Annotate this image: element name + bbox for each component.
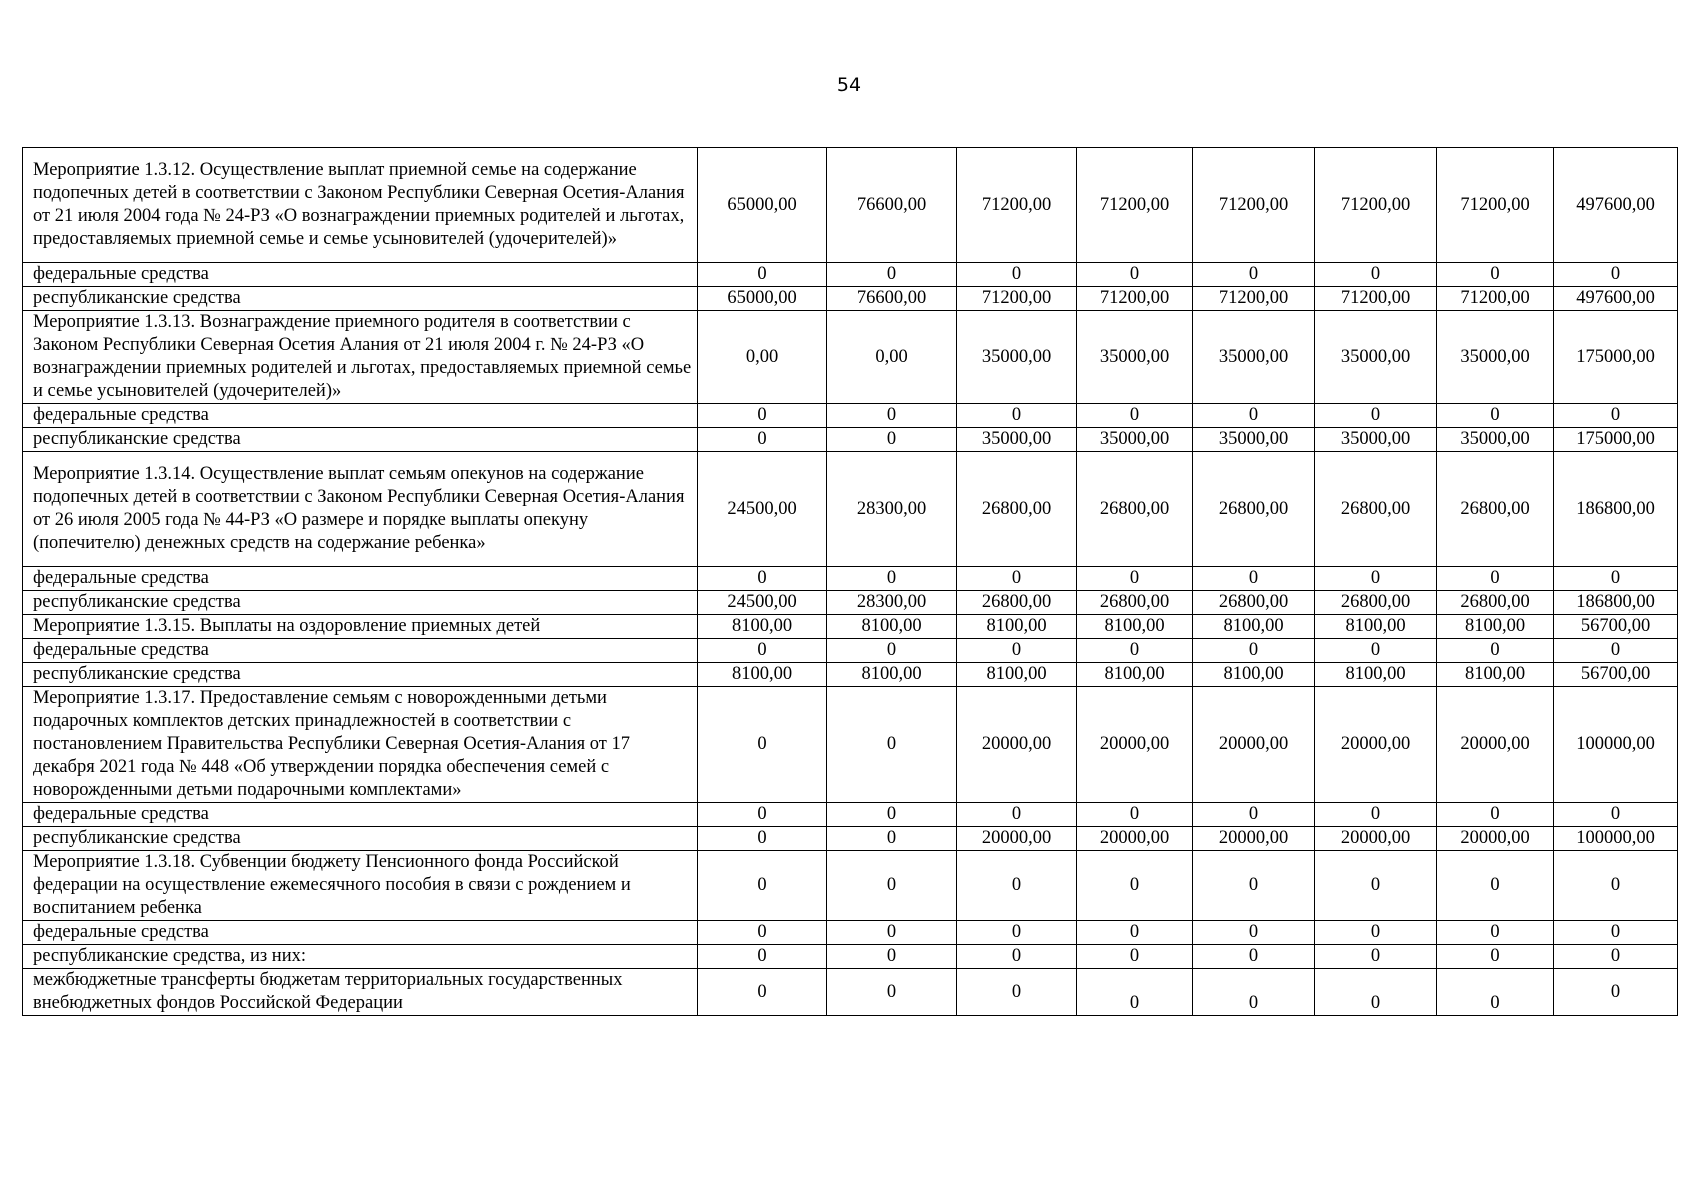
value-cell: 20000,00 xyxy=(957,687,1077,803)
value-cell: 0 xyxy=(1077,639,1193,663)
value-cell: 71200,00 xyxy=(1315,148,1437,263)
table-row xyxy=(23,615,1678,639)
value-cell: 0 xyxy=(957,803,1077,827)
table-row xyxy=(23,851,1678,921)
row-label: федеральные средства xyxy=(23,921,698,945)
value-cell: 71200,00 xyxy=(957,148,1077,263)
table-row xyxy=(23,263,1678,287)
value-cell: 76600,00 xyxy=(827,148,957,263)
value-cell: 100000,00 xyxy=(1554,827,1678,851)
row-label: Мероприятие 1.3.15. Выплаты на оздоровление приемных детей xyxy=(23,615,698,639)
value-cell: 35000,00 xyxy=(1315,311,1437,404)
value-cell: 0 xyxy=(957,404,1077,428)
value-cell: 0 xyxy=(957,639,1077,663)
value-cell: 20000,00 xyxy=(1315,687,1437,803)
value-cell: 71200,00 xyxy=(1437,148,1554,263)
row-label: федеральные средства xyxy=(23,263,698,287)
value-cell: 35000,00 xyxy=(1193,428,1315,452)
value-cell: 0 xyxy=(1315,921,1437,945)
row-label: Мероприятие 1.3.13. Вознаграждение приемного родителя в соответствии с Законом Республики Северная Осетия Алания от 21 июля 2004 г. № 24-РЗ «О вознаграждении приемных родителей и льготах, предоставляемых приемной семье и семье усыновителей (удочерителей)» xyxy=(23,311,698,404)
value-cell: 175000,00 xyxy=(1554,428,1678,452)
value-cell: 0 xyxy=(698,921,827,945)
value-cell: 0,00 xyxy=(827,311,957,404)
value-cell: 71200,00 xyxy=(1437,287,1554,311)
value-cell: 8100,00 xyxy=(827,615,957,639)
table-row xyxy=(23,404,1678,428)
value-cell: 35000,00 xyxy=(957,428,1077,452)
value-cell: 0 xyxy=(698,687,827,803)
row-label: федеральные средства xyxy=(23,639,698,663)
value-cell: 8100,00 xyxy=(827,663,957,687)
value-cell: 26800,00 xyxy=(1193,452,1315,567)
value-cell: 0 xyxy=(1315,639,1437,663)
value-cell: 0 xyxy=(827,945,957,969)
value-cell: 35000,00 xyxy=(1077,311,1193,404)
value-cell: 35000,00 xyxy=(1193,311,1315,404)
value-cell: 0 xyxy=(827,639,957,663)
value-cell: 0 xyxy=(1437,639,1554,663)
value-cell: 0 xyxy=(1437,567,1554,591)
value-cell: 8100,00 xyxy=(698,615,827,639)
value-cell: 26800,00 xyxy=(1193,591,1315,615)
value-cell: 71200,00 xyxy=(1077,148,1193,263)
value-cell: 0 xyxy=(1193,945,1315,969)
row-label: Мероприятие 1.3.17. Предоставление семьям с новорожденными детьми подарочных комплектов детских принадлежностей в соответствии с постановлением Правительства Республики Северная Осетия-Алания от 17 декабря 2021 года № 448 «Об утверждении порядка обеспечения семей с новорожденными детьми подарочными комплектами» xyxy=(23,687,698,803)
row-label: республиканские средства xyxy=(23,287,698,311)
table-row xyxy=(23,687,1678,803)
value-cell: 35000,00 xyxy=(1315,428,1437,452)
value-cell: 28300,00 xyxy=(827,591,957,615)
value-cell: 0 xyxy=(698,428,827,452)
value-cell: 0 xyxy=(1193,639,1315,663)
row-label: Мероприятие 1.3.18. Субвенции бюджету Пенсионного фонда Российской федерации на осуществление ежемесячного пособия в связи с рождением и воспитанием ребенка xyxy=(23,851,698,921)
value-cell: 56700,00 xyxy=(1554,615,1678,639)
value-cell: 71200,00 xyxy=(957,287,1077,311)
value-cell: 56700,00 xyxy=(1554,663,1678,687)
value-cell: 497600,00 xyxy=(1554,287,1678,311)
value-cell: 8100,00 xyxy=(1437,663,1554,687)
value-cell: 8100,00 xyxy=(957,615,1077,639)
value-cell: 0 xyxy=(1077,921,1193,945)
value-cell: 20000,00 xyxy=(957,827,1077,851)
value-cell: 0 xyxy=(698,567,827,591)
value-cell: 8100,00 xyxy=(1315,615,1437,639)
value-cell: 0 xyxy=(1193,921,1315,945)
row-label: республиканские средства xyxy=(23,428,698,452)
value-cell: 71200,00 xyxy=(1315,287,1437,311)
value-cell: 76600,00 xyxy=(827,287,957,311)
value-cell: 26800,00 xyxy=(1315,591,1437,615)
value-cell: 0 xyxy=(827,921,957,945)
row-label: федеральные средства xyxy=(23,803,698,827)
value-cell: 71200,00 xyxy=(1077,287,1193,311)
table-row xyxy=(23,663,1678,687)
value-cell: 0 xyxy=(1315,567,1437,591)
table-row xyxy=(23,827,1678,851)
value-cell: 0 xyxy=(827,263,957,287)
value-cell: 0 xyxy=(1077,969,1193,1016)
value-cell: 35000,00 xyxy=(1437,428,1554,452)
value-cell: 0 xyxy=(1554,969,1678,1016)
value-cell: 0 xyxy=(1315,945,1437,969)
value-cell: 26800,00 xyxy=(1437,591,1554,615)
value-cell: 0 xyxy=(827,428,957,452)
value-cell: 26800,00 xyxy=(957,591,1077,615)
row-label: республиканские средства xyxy=(23,591,698,615)
page-number: 54 xyxy=(836,74,862,96)
value-cell: 0 xyxy=(698,827,827,851)
row-label: федеральные средства xyxy=(23,404,698,428)
value-cell: 0 xyxy=(957,969,1077,1016)
value-cell: 0 xyxy=(1437,263,1554,287)
value-cell: 0 xyxy=(1077,851,1193,921)
table-row xyxy=(23,945,1678,969)
value-cell: 0 xyxy=(1554,803,1678,827)
row-label: Мероприятие 1.3.12. Осуществление выплат приемной семье на содержание подопечных детей в соответствии с Законом Республики Северная Осетия-Алания от 21 июля 2004 года № 24-РЗ «О вознаграждении приемных родителей и льготах, предоставляемых приемной семье и семье усыновителей (удочерителей)» xyxy=(23,148,698,263)
value-cell: 0 xyxy=(1437,404,1554,428)
value-cell: 100000,00 xyxy=(1554,687,1678,803)
table-row xyxy=(23,969,1678,1016)
value-cell: 0 xyxy=(1077,567,1193,591)
value-cell: 0 xyxy=(1315,803,1437,827)
value-cell: 0 xyxy=(957,921,1077,945)
value-cell: 71200,00 xyxy=(1193,148,1315,263)
value-cell: 0 xyxy=(1193,567,1315,591)
value-cell: 35000,00 xyxy=(1077,428,1193,452)
value-cell: 0 xyxy=(827,851,957,921)
value-cell: 0 xyxy=(1554,921,1678,945)
value-cell: 0,00 xyxy=(698,311,827,404)
table-row xyxy=(23,311,1678,404)
table-row xyxy=(23,591,1678,615)
value-cell: 20000,00 xyxy=(1193,827,1315,851)
value-cell: 0 xyxy=(1554,404,1678,428)
value-cell: 0 xyxy=(957,567,1077,591)
value-cell: 28300,00 xyxy=(827,452,957,567)
value-cell: 8100,00 xyxy=(1315,663,1437,687)
value-cell: 0 xyxy=(957,945,1077,969)
value-cell: 0 xyxy=(1437,851,1554,921)
value-cell: 8100,00 xyxy=(957,663,1077,687)
value-cell: 0 xyxy=(1315,263,1437,287)
value-cell: 0 xyxy=(1554,263,1678,287)
value-cell: 0 xyxy=(1437,945,1554,969)
value-cell: 0 xyxy=(698,945,827,969)
value-cell: 0 xyxy=(827,969,957,1016)
table-row xyxy=(23,921,1678,945)
value-cell: 0 xyxy=(1437,921,1554,945)
table-row xyxy=(23,452,1678,567)
value-cell: 20000,00 xyxy=(1315,827,1437,851)
value-cell: 0 xyxy=(827,827,957,851)
table-row xyxy=(23,148,1678,263)
value-cell: 0 xyxy=(1193,263,1315,287)
value-cell: 65000,00 xyxy=(698,148,827,263)
row-label: республиканские средства xyxy=(23,827,698,851)
value-cell: 24500,00 xyxy=(698,452,827,567)
value-cell: 497600,00 xyxy=(1554,148,1678,263)
table-row xyxy=(23,639,1678,663)
value-cell: 35000,00 xyxy=(957,311,1077,404)
row-label: межбюджетные трансферты бюджетам территориальных государственных внебюджетных фондов Российской Федерации xyxy=(23,969,698,1016)
value-cell: 65000,00 xyxy=(698,287,827,311)
value-cell: 8100,00 xyxy=(1437,615,1554,639)
value-cell: 186800,00 xyxy=(1554,591,1678,615)
value-cell: 0 xyxy=(698,639,827,663)
value-cell: 26800,00 xyxy=(957,452,1077,567)
value-cell: 0 xyxy=(1554,639,1678,663)
value-cell: 0 xyxy=(1554,567,1678,591)
value-cell: 8100,00 xyxy=(698,663,827,687)
row-label: республиканские средства, из них: xyxy=(23,945,698,969)
value-cell: 0 xyxy=(698,851,827,921)
value-cell: 0 xyxy=(698,404,827,428)
value-cell: 0 xyxy=(698,969,827,1016)
value-cell: 0 xyxy=(1437,803,1554,827)
value-cell: 8100,00 xyxy=(1193,615,1315,639)
value-cell: 0 xyxy=(698,803,827,827)
value-cell: 71200,00 xyxy=(1193,287,1315,311)
value-cell: 0 xyxy=(1077,404,1193,428)
value-cell: 8100,00 xyxy=(1077,663,1193,687)
table-row xyxy=(23,567,1678,591)
value-cell: 175000,00 xyxy=(1554,311,1678,404)
table-row xyxy=(23,803,1678,827)
value-cell: 0 xyxy=(1077,803,1193,827)
value-cell: 0 xyxy=(1437,969,1554,1016)
value-cell: 186800,00 xyxy=(1554,452,1678,567)
value-cell: 0 xyxy=(1077,263,1193,287)
value-cell: 26800,00 xyxy=(1077,591,1193,615)
value-cell: 0 xyxy=(1193,404,1315,428)
value-cell: 0 xyxy=(1315,969,1437,1016)
value-cell: 0 xyxy=(1193,803,1315,827)
value-cell: 0 xyxy=(1315,851,1437,921)
value-cell: 24500,00 xyxy=(698,591,827,615)
value-cell: 26800,00 xyxy=(1077,452,1193,567)
value-cell: 0 xyxy=(1193,969,1315,1016)
value-cell: 0 xyxy=(698,263,827,287)
value-cell: 20000,00 xyxy=(1437,687,1554,803)
value-cell: 0 xyxy=(827,687,957,803)
table-row xyxy=(23,287,1678,311)
value-cell: 20000,00 xyxy=(1193,687,1315,803)
value-cell: 0 xyxy=(1554,851,1678,921)
value-cell: 26800,00 xyxy=(1437,452,1554,567)
value-cell: 8100,00 xyxy=(1077,615,1193,639)
value-cell: 0 xyxy=(827,803,957,827)
value-cell: 35000,00 xyxy=(1437,311,1554,404)
value-cell: 0 xyxy=(1193,851,1315,921)
value-cell: 0 xyxy=(827,567,957,591)
value-cell: 8100,00 xyxy=(1193,663,1315,687)
value-cell: 0 xyxy=(1315,404,1437,428)
value-cell: 0 xyxy=(827,404,957,428)
value-cell: 0 xyxy=(1554,945,1678,969)
value-cell: 0 xyxy=(957,851,1077,921)
row-label: республиканские средства xyxy=(23,663,698,687)
value-cell: 20000,00 xyxy=(1437,827,1554,851)
row-label: федеральные средства xyxy=(23,567,698,591)
value-cell: 20000,00 xyxy=(1077,827,1193,851)
value-cell: 20000,00 xyxy=(1077,687,1193,803)
budget-table xyxy=(22,147,1678,1016)
row-label: Мероприятие 1.3.14. Осуществление выплат семьям опекунов на содержание подопечных детей в соответствии с Законом Республики Северная Осетия-Алания от 26 июля 2005 года № 44-РЗ «О размере и порядке выплаты опекуну (попечителю) денежных средств на содержание ребенка» xyxy=(23,452,698,567)
table-row xyxy=(23,428,1678,452)
value-cell: 0 xyxy=(1077,945,1193,969)
value-cell: 0 xyxy=(957,263,1077,287)
value-cell: 26800,00 xyxy=(1315,452,1437,567)
